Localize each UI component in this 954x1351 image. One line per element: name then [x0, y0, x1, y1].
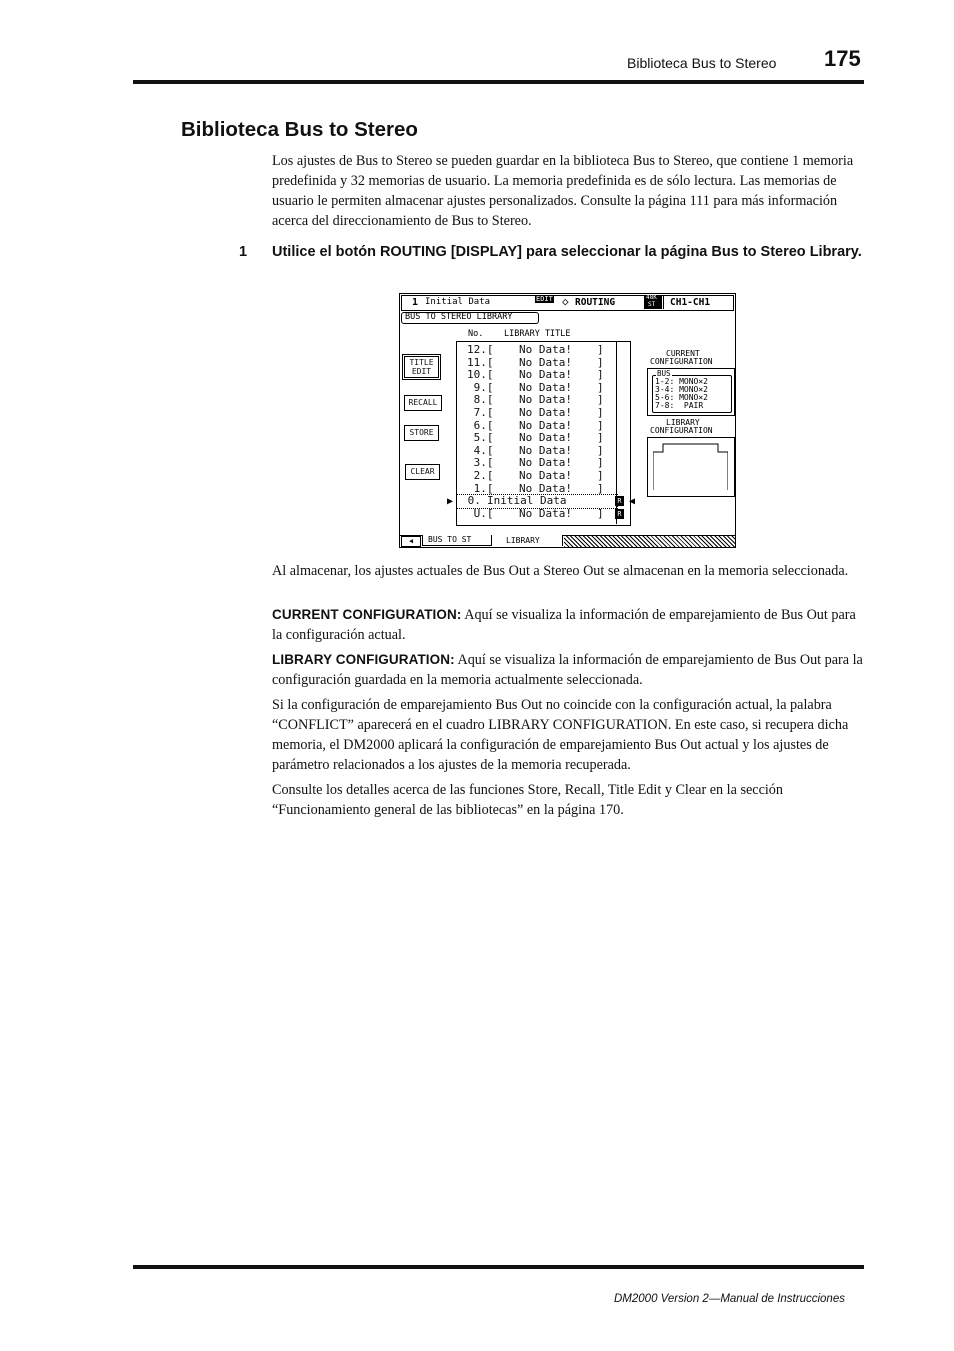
row-number: 11.[ — [467, 355, 494, 369]
section-heading: Biblioteca Bus to Stereo — [181, 118, 418, 141]
current-config-label-1: CURRENT — [666, 349, 700, 358]
row-title: No Data! — [519, 418, 572, 432]
row-title: No Data! — [519, 368, 572, 382]
bus-config-row: 7-8: PAIR — [655, 401, 704, 410]
header-rule — [133, 80, 864, 84]
tab-bar-fill — [564, 536, 735, 547]
lcd-screen — [399, 293, 736, 548]
library-list[interactable] — [456, 341, 631, 526]
paragraph-store: Al almacenar, los ajustes actuales de Bus Out a Stereo Out se almacenan en la memoria seleccionada. — [272, 563, 849, 579]
col-library-title: LIBRARY TITLE — [504, 329, 571, 339]
row-end-bracket: ] — [597, 481, 604, 495]
col-no: No. — [468, 329, 484, 339]
row-number: U.[ — [467, 506, 494, 520]
row-title: Initial Data — [487, 494, 567, 508]
status-divider — [663, 295, 664, 309]
library-row[interactable] — [461, 432, 631, 445]
paragraph-see-also: Consulte los detalles acerca de las funciones Store, Recall, Title Edit y Clear en la sección “Funcionamiento general de las bibliotecas” en la página 170. — [272, 782, 783, 818]
tab-library[interactable] — [492, 535, 563, 546]
row-end-bracket: ] — [597, 406, 604, 419]
paragraph-library-config — [272, 650, 864, 690]
row-end-bracket: ] — [597, 443, 604, 457]
row-number: 0. — [461, 494, 481, 508]
row-title: No Data! — [519, 355, 572, 369]
row-end-bracket: ] — [597, 380, 604, 394]
row-number: 10.[ — [467, 368, 494, 382]
footer-text: DM2000 Version 2—Manual de Instrucciones — [614, 1293, 845, 1305]
current-config-term: CURRENT CONFIGURATION: — [272, 607, 462, 622]
row-title: No Data! — [519, 443, 572, 457]
row-end-bracket: ] — [597, 368, 604, 382]
row-end-bracket: ] — [597, 456, 604, 470]
intro-paragraph: Los ajustes de Bus to Stereo se pueden guardar en la biblioteca Bus to Stereo, que contiene 1 memoria predefinida y 32 memorias de usuario. La memoria predefinida es de sólo lectura. Las memorias de usuario le permiten almacenar ajustes personalizados. Consulte la página 111 para más información acerca del direccionamiento de Bus to Stereo. — [272, 153, 854, 229]
row-title: No Data! — [519, 456, 572, 470]
library-config-term: LIBRARY CONFIGURATION: — [272, 652, 455, 667]
read-only-badge: R — [615, 496, 624, 506]
channel-display: CH1-CH1 — [670, 297, 711, 308]
current-config-desc: Aquí se visualiza la información de emparejamiento de Bus Out para la configuración actual. — [272, 607, 856, 643]
row-end-bracket: ] — [597, 418, 604, 432]
library-row[interactable] — [461, 470, 631, 483]
fs-top: 48K — [646, 294, 657, 301]
row-end-bracket: ] — [597, 469, 604, 482]
page-title: BUS TO STEREO LIBRARY — [405, 312, 513, 322]
title-edit-button[interactable]: TITLE EDIT — [402, 354, 441, 380]
function-name: ROUTING — [575, 297, 616, 308]
tab-library-label: LIBRARY — [506, 536, 540, 545]
row-number: 5.[ — [467, 431, 494, 445]
row-number: 12.[ — [467, 343, 494, 356]
page-number: 175 — [824, 46, 861, 71]
row-end-bracket: ] — [597, 393, 604, 407]
row-title: No Data! — [519, 469, 572, 482]
library-config-label-1: LIBRARY — [666, 418, 700, 427]
function-diamond-icon: ◇ — [562, 295, 569, 308]
row-title: No Data! — [519, 406, 572, 419]
tab-scroll-left-icon[interactable]: ◀ — [401, 536, 421, 547]
row-title: No Data! — [519, 481, 572, 495]
read-only-badge: R — [615, 509, 624, 519]
row-title: No Data! — [519, 343, 572, 356]
row-number: 4.[ — [467, 443, 494, 457]
row-number: 7.[ — [467, 406, 494, 419]
row-number: 9.[ — [467, 380, 494, 394]
current-config-label-2: CONFIGURATION — [650, 357, 713, 366]
row-end-bracket: ] — [597, 431, 604, 445]
library-row[interactable] — [461, 407, 631, 420]
tab-bus-to-st[interactable] — [422, 535, 492, 546]
library-config-desc: Aquí se visualiza la información de emparejamiento de Bus Out para la configuración guardada en la memoria actualmente seleccionada. — [272, 652, 863, 688]
bus-config-row: 5-6: MONO×2 — [655, 393, 708, 402]
step-text: Utilice el botón ROUTING [DISPLAY] para seleccionar la página Bus to Stereo Library. — [272, 244, 862, 260]
row-end-bracket: ] — [597, 355, 604, 369]
library-row[interactable] — [461, 344, 631, 357]
fs-bottom: ST — [648, 301, 656, 308]
bus-label: BUS — [657, 369, 671, 378]
row-title: No Data! — [519, 506, 572, 520]
footer-rule — [133, 1265, 864, 1269]
row-title: No Data! — [519, 393, 572, 407]
scene-number: 1 — [412, 297, 419, 308]
store-button[interactable]: STORE — [404, 425, 439, 441]
row-number: 6.[ — [467, 418, 494, 432]
paragraph-conflict: Si la configuración de emparejamiento Bus Out no coincide con la configuración actual, la palabra “CONFLICT” aparecerá en el cuadro LIBRARY CONFIGURATION. En este caso, si recupera dicha memoria, el DM2000 aplicará la configuración de emparejamiento Bus Out actual y los ajustes de parámetro relacionados a los ajustes de la memoria recuperada. — [272, 697, 849, 773]
row-end-bracket: ] — [597, 343, 604, 356]
row-end-bracket: ] — [597, 506, 604, 520]
library-row[interactable] — [461, 508, 631, 521]
library-config-label-2: CONFIGURATION — [650, 426, 713, 435]
bus-config-row: 3-4: MONO×2 — [655, 385, 708, 394]
library-row[interactable] — [457, 495, 617, 508]
scene-name: Initial Data — [425, 297, 491, 307]
row-title: No Data! — [519, 431, 572, 445]
row-number: 3.[ — [467, 456, 494, 470]
paragraph-current-config — [272, 605, 864, 645]
cursor-left-arrow-icon: ▶ — [447, 496, 454, 507]
row-title: No Data! — [519, 380, 572, 394]
row-number: 8.[ — [467, 393, 494, 407]
library-config-outline — [653, 442, 728, 490]
clear-button[interactable]: CLEAR — [405, 464, 440, 480]
list-scrollbar[interactable] — [616, 341, 617, 524]
row-number: 1.[ — [467, 481, 494, 495]
library-row[interactable] — [461, 369, 631, 382]
row-number: 2.[ — [467, 469, 494, 482]
recall-button[interactable]: RECALL — [404, 395, 442, 411]
step-number: 1 — [239, 244, 248, 260]
bus-config-row: 1-2: MONO×2 — [655, 377, 708, 386]
tab-bus-to-st-label: BUS TO ST — [428, 535, 472, 544]
cursor-right-arrow-icon: ◀ — [629, 496, 636, 507]
edit-flag: EDIT — [536, 295, 553, 303]
running-header-title: Biblioteca Bus to Stereo — [627, 55, 777, 71]
